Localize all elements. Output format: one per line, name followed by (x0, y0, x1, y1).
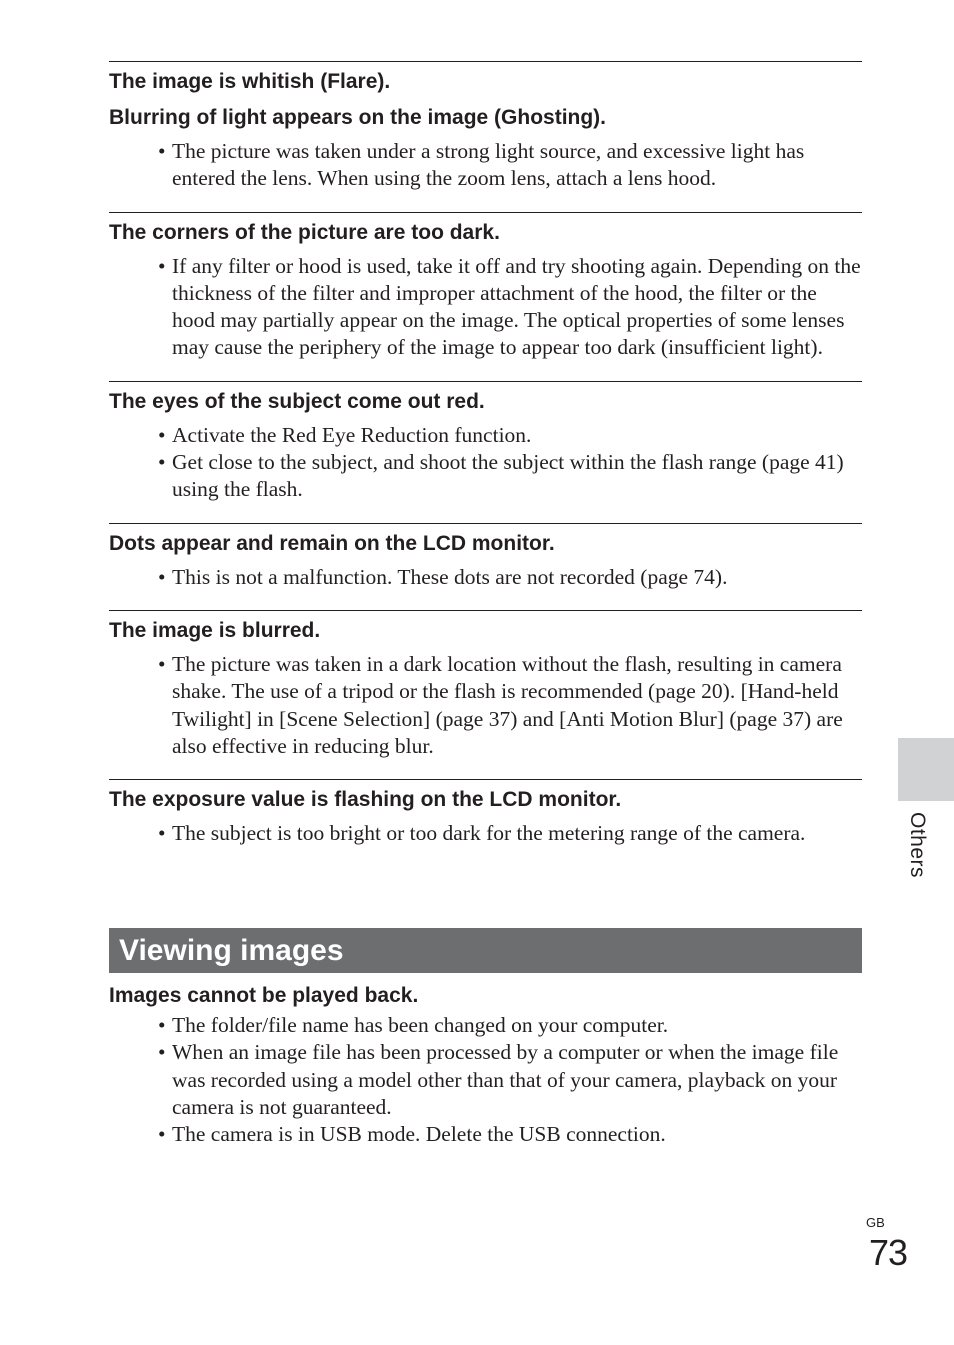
bullet-list (109, 564, 862, 591)
section-heading: Dots appear and remain on the LCD monitor. (109, 531, 555, 555)
bullet-list (109, 1012, 862, 1148)
list-item: • This is not a malfunction. These dots are not recorded (page 74). (158, 564, 862, 591)
section-exposure-flashing (109, 779, 862, 847)
list-item: • Get close to the subject, and shoot the subject within the flash range (page 41) using the flash. (158, 449, 862, 504)
page-region-code: GB (866, 1215, 885, 1230)
section-heading: Blurring of light appears on the image (Ghosting). (109, 106, 607, 129)
section-heading: The corners of the picture are too dark. (109, 220, 500, 244)
list-item: • The picture was taken in a dark location without the flash, resulting in camera shake. The use of a tripod or the flash is recommended (page 20). [Hand-held Twilight] in [Scene Selection] (page 37) and [Anti Motion Blur] (page 37) are also effective in reducing blur. (158, 651, 862, 760)
section-dark-corners (109, 212, 862, 362)
list-item: • Activate the Red Eye Reduction function. (158, 422, 862, 449)
list-item: • If any filter or hood is used, take it off and try shooting again. Depending on the thickness of the filter and improper attachment of the hood, the filter or the hood may partially appear on the image. The optical properties of some lenses may cause the periphery of the image to appear too dark (insufficient light). (158, 253, 862, 362)
section-blurred (109, 610, 862, 760)
section-heading: The image is whitish (Flare). (109, 70, 391, 93)
list-item: • The camera is in USB mode. Delete the USB connection. (158, 1121, 862, 1148)
section-playback (109, 980, 862, 1148)
side-tab-marker (898, 738, 954, 801)
section-heading: The exposure value is flashing on the LCD monitor. (109, 788, 622, 812)
section-red-eye (109, 381, 862, 504)
list-item: • When an image file has been processed by a computer or when the image file was recorded using a model other than that of your camera, playback on your camera is not guaranteed. (158, 1039, 862, 1121)
side-tab-label: Others (906, 812, 929, 879)
bullet-list (109, 820, 862, 847)
page-number: 73 (869, 1232, 908, 1273)
bullet-list (109, 651, 862, 760)
viewing-images-banner: Viewing images (109, 928, 862, 973)
section-flare (109, 61, 862, 193)
bullet-list (109, 422, 862, 504)
bullet-list (109, 253, 862, 362)
list-item: • The picture was taken under a strong light source, and excessive light has entered the lens. When using the zoom lens, attach a lens hood. (158, 138, 862, 193)
troubleshooting-content (109, 61, 862, 866)
list-item: • The folder/file name has been changed on your computer. (158, 1012, 862, 1039)
section-heading: The image is blurred. (109, 618, 321, 642)
list-item: • The subject is too bright or too dark for the metering range of the camera. (158, 820, 862, 847)
bullet-list (109, 138, 862, 193)
section-heading: The eyes of the subject come out red. (109, 389, 485, 413)
section-heading: Images cannot be played back. (109, 984, 419, 1007)
section-lcd-dots (109, 523, 862, 591)
